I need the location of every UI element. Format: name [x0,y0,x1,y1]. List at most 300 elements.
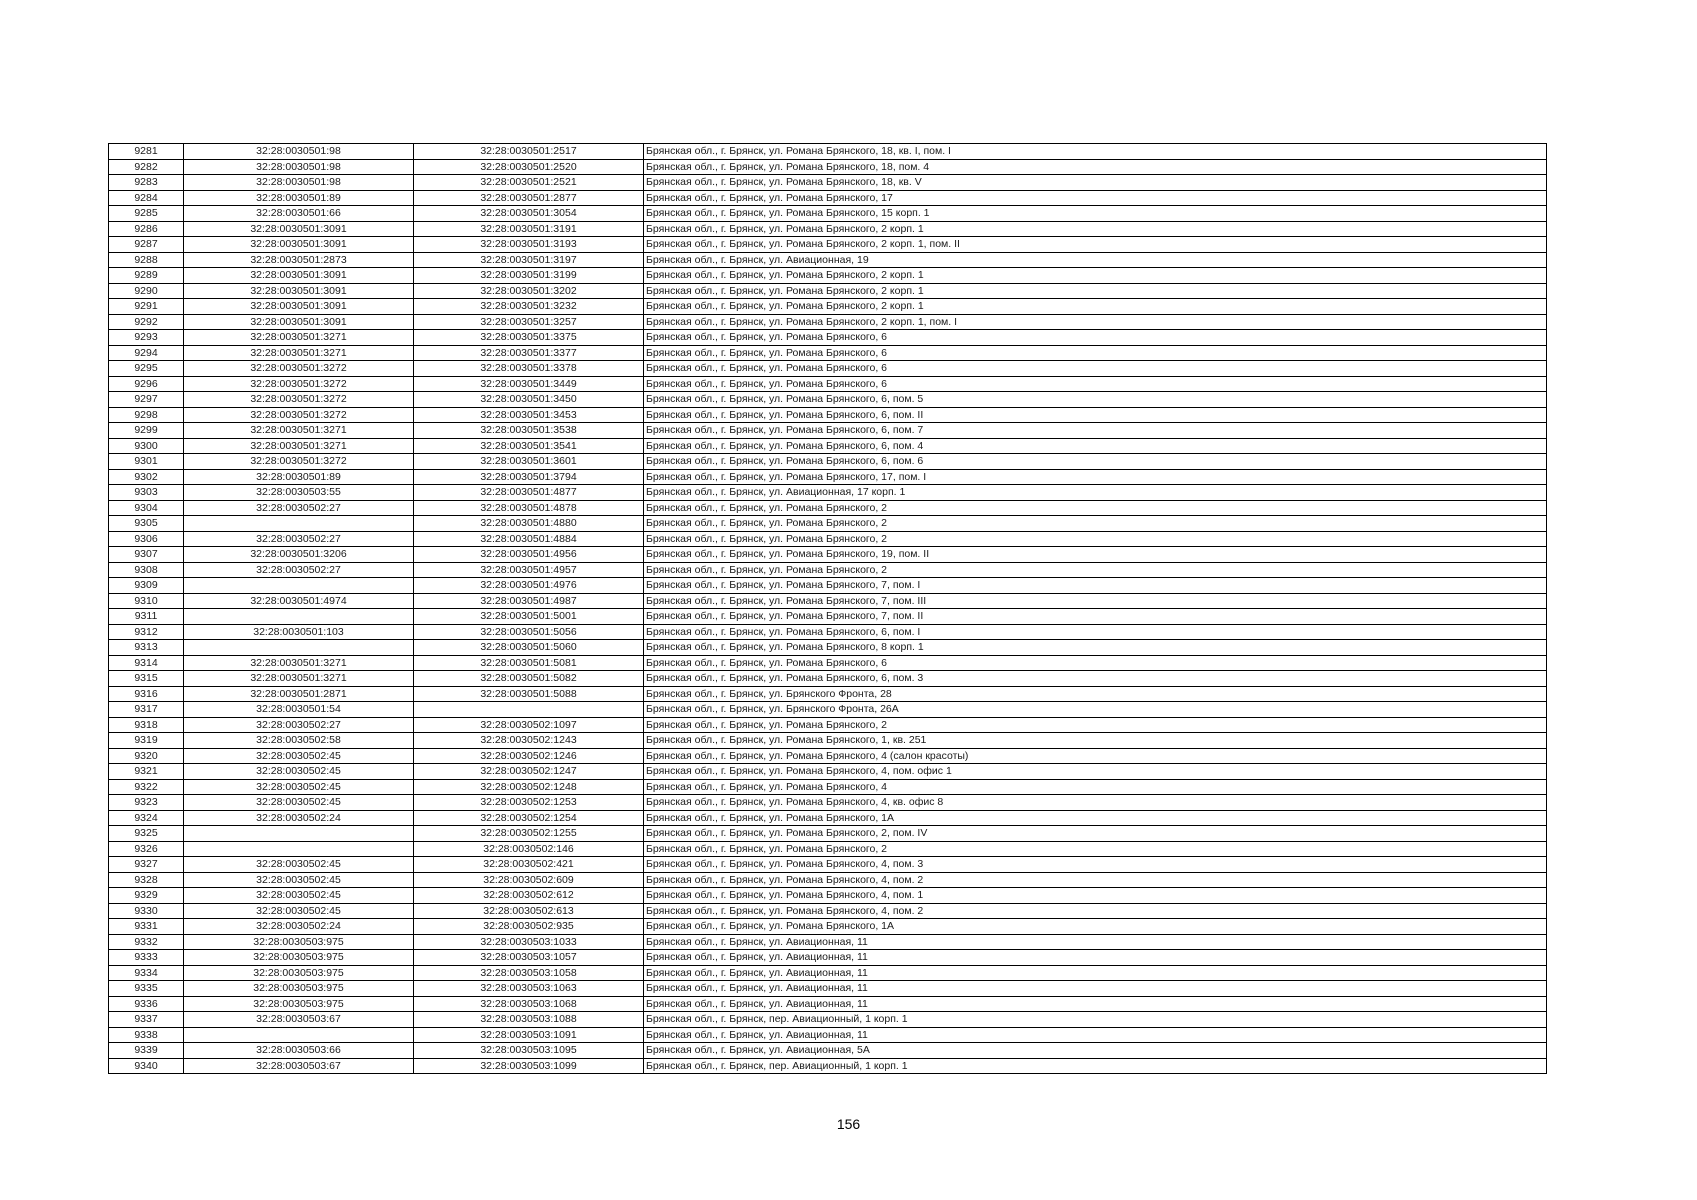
address-cell: Брянская обл., г. Брянск, ул. Романа Брянского, 19, пом. II [644,547,1547,563]
parent-cadastral-number-cell: 32:28:0030502:27 [184,500,414,516]
table-row [109,888,1547,904]
row-number-cell: 9305 [109,516,184,532]
cadastral-number-cell: 32:28:0030501:5081 [414,655,644,671]
row-number-cell: 9292 [109,314,184,330]
cadastral-number-cell: 32:28:0030502:613 [414,903,644,919]
table-row [109,686,1547,702]
address-cell: Брянская обл., г. Брянск, ул. Романа Брянского, 4, кв. офис 8 [644,795,1547,811]
table-row [109,934,1547,950]
address-cell: Брянская обл., г. Брянск, пер. Авиационный, 1 корп. 1 [644,1058,1547,1074]
row-number-cell: 9340 [109,1058,184,1074]
table-body [109,144,1547,1074]
address-cell: Брянская обл., г. Брянск, ул. Авиационная, 5А [644,1043,1547,1059]
row-number-cell: 9296 [109,376,184,392]
address-cell: Брянская обл., г. Брянск, ул. Романа Брянского, 2 [644,516,1547,532]
address-cell: Брянская обл., г. Брянск, ул. Романа Брянского, 4, пом. офис 1 [644,764,1547,780]
parent-cadastral-number-cell: 32:28:0030503:67 [184,1012,414,1028]
table-row [109,903,1547,919]
cadastral-number-cell: 32:28:0030501:3232 [414,299,644,315]
address-cell: Брянская обл., г. Брянск, ул. Авиационная, 11 [644,934,1547,950]
row-number-cell: 9327 [109,857,184,873]
row-number-cell: 9331 [109,919,184,935]
parent-cadastral-number-cell: 32:28:0030503:975 [184,981,414,997]
row-number-cell: 9336 [109,996,184,1012]
cadastral-number-cell: 32:28:0030501:3378 [414,361,644,377]
table-row [109,965,1547,981]
parent-cadastral-number-cell: 32:28:0030501:3271 [184,423,414,439]
cadastral-number-cell: 32:28:0030502:609 [414,872,644,888]
address-cell: Брянская обл., г. Брянск, ул. Романа Брянского, 6, пом. 3 [644,671,1547,687]
cadastral-number-cell: 32:28:0030503:1057 [414,950,644,966]
row-number-cell: 9337 [109,1012,184,1028]
table-row [109,376,1547,392]
parent-cadastral-number-cell: 32:28:0030502:45 [184,903,414,919]
table-row [109,578,1547,594]
cadastral-number-cell: 32:28:0030501:3450 [414,392,644,408]
row-number-cell: 9315 [109,671,184,687]
parent-cadastral-number-cell: 32:28:0030501:2873 [184,252,414,268]
cadastral-number-cell: 32:28:0030502:1097 [414,717,644,733]
parent-cadastral-number-cell: 32:28:0030502:27 [184,717,414,733]
table-row [109,764,1547,780]
row-number-cell: 9286 [109,221,184,237]
row-number-cell: 9332 [109,934,184,950]
cadastral-number-cell: 32:28:0030501:4877 [414,485,644,501]
cadastral-number-cell: 32:28:0030503:1088 [414,1012,644,1028]
row-number-cell: 9330 [109,903,184,919]
parent-cadastral-number-cell: 32:28:0030502:24 [184,919,414,935]
parent-cadastral-number-cell: 32:28:0030501:3206 [184,547,414,563]
row-number-cell: 9302 [109,469,184,485]
row-number-cell: 9322 [109,779,184,795]
address-cell: Брянская обл., г. Брянск, ул. Романа Брянского, 6, пом. 6 [644,454,1547,470]
cadastral-number-cell: 32:28:0030502:1255 [414,826,644,842]
cadastral-number-cell: 32:28:0030501:3453 [414,407,644,423]
address-cell: Брянская обл., г. Брянск, ул. Брянского Фронта, 26А [644,702,1547,718]
address-cell: Брянская обл., г. Брянск, пер. Авиационный, 1 корп. 1 [644,1012,1547,1028]
row-number-cell: 9297 [109,392,184,408]
address-cell: Брянская обл., г. Брянск, ул. Романа Брянского, 17, пом. I [644,469,1547,485]
cadastral-number-cell: 32:28:0030501:3199 [414,268,644,284]
row-number-cell: 9338 [109,1027,184,1043]
parent-cadastral-number-cell: 32:28:0030501:4974 [184,593,414,609]
parent-cadastral-number-cell: 32:28:0030502:45 [184,872,414,888]
table-row [109,717,1547,733]
row-number-cell: 9320 [109,748,184,764]
row-number-cell: 9323 [109,795,184,811]
table-row [109,330,1547,346]
table-row [109,283,1547,299]
cadastral-number-cell: 32:28:0030501:4878 [414,500,644,516]
parent-cadastral-number-cell: 32:28:0030502:45 [184,795,414,811]
address-cell: Брянская обл., г. Брянск, ул. Романа Брянского, 18, пом. 4 [644,159,1547,175]
cadastral-table [108,143,1547,1074]
row-number-cell: 9307 [109,547,184,563]
address-cell: Брянская обл., г. Брянск, ул. Романа Брянского, 1А [644,810,1547,826]
address-cell: Брянская обл., г. Брянск, ул. Романа Брянского, 7, пом. III [644,593,1547,609]
cadastral-number-cell: 32:28:0030501:5088 [414,686,644,702]
table-row [109,299,1547,315]
parent-cadastral-number-cell: 32:28:0030502:45 [184,748,414,764]
cadastral-number-cell: 32:28:0030501:2517 [414,144,644,160]
cadastral-number-cell: 32:28:0030501:5060 [414,640,644,656]
table-row [109,500,1547,516]
cadastral-number-cell: 32:28:0030502:1248 [414,779,644,795]
parent-cadastral-number-cell: 32:28:0030501:3091 [184,314,414,330]
cadastral-number-cell: 32:28:0030502:1254 [414,810,644,826]
table-row [109,407,1547,423]
parent-cadastral-number-cell: 32:28:0030502:24 [184,810,414,826]
parent-cadastral-number-cell [184,640,414,656]
address-cell: Брянская обл., г. Брянск, ул. Авиационная, 11 [644,965,1547,981]
address-cell: Брянская обл., г. Брянск, ул. Романа Брянского, 2 корп. 1 [644,299,1547,315]
row-number-cell: 9283 [109,175,184,191]
cadastral-number-cell: 32:28:0030502:612 [414,888,644,904]
table-row [109,438,1547,454]
address-cell: Брянская обл., г. Брянск, ул. Романа Брянского, 1А [644,919,1547,935]
parent-cadastral-number-cell: 32:28:0030503:67 [184,1058,414,1074]
cadastral-number-cell: 32:28:0030501:4880 [414,516,644,532]
parent-cadastral-number-cell: 32:28:0030501:3271 [184,655,414,671]
table-row [109,981,1547,997]
address-cell: Брянская обл., г. Брянск, ул. Романа Брянского, 6 [644,376,1547,392]
table-row [109,423,1547,439]
parent-cadastral-number-cell [184,609,414,625]
address-cell: Брянская обл., г. Брянск, ул. Романа Брянского, 6, пом. II [644,407,1547,423]
table-row [109,175,1547,191]
table-row [109,345,1547,361]
address-cell: Брянская обл., г. Брянск, ул. Романа Брянского, 4 (салон красоты) [644,748,1547,764]
row-number-cell: 9293 [109,330,184,346]
row-number-cell: 9312 [109,624,184,640]
table-row [109,469,1547,485]
row-number-cell: 9303 [109,485,184,501]
cadastral-number-cell: 32:28:0030501:3375 [414,330,644,346]
table-row [109,826,1547,842]
cadastral-number-cell: 32:28:0030501:3197 [414,252,644,268]
row-number-cell: 9289 [109,268,184,284]
row-number-cell: 9300 [109,438,184,454]
parent-cadastral-number-cell: 32:28:0030502:45 [184,764,414,780]
row-number-cell: 9319 [109,733,184,749]
address-cell: Брянская обл., г. Брянск, ул. Романа Брянского, 2 корп. 1, пом. II [644,237,1547,253]
cadastral-number-cell: 32:28:0030503:1091 [414,1027,644,1043]
parent-cadastral-number-cell: 32:28:0030501:3091 [184,283,414,299]
cadastral-number-cell: 32:28:0030502:146 [414,841,644,857]
table-row [109,268,1547,284]
address-cell: Брянская обл., г. Брянск, ул. Романа Брянского, 2, пом. IV [644,826,1547,842]
table-row [109,841,1547,857]
parent-cadastral-number-cell: 32:28:0030503:975 [184,934,414,950]
address-cell: Брянская обл., г. Брянск, ул. Романа Брянского, 18, кв. I, пом. I [644,144,1547,160]
table-row [109,671,1547,687]
cadastral-number-cell: 32:28:0030501:3054 [414,206,644,222]
address-cell: Брянская обл., г. Брянск, ул. Романа Брянского, 15 корп. 1 [644,206,1547,222]
address-cell: Брянская обл., г. Брянск, ул. Романа Брянского, 2 корп. 1 [644,221,1547,237]
table-row [109,624,1547,640]
parent-cadastral-number-cell: 32:28:0030501:3271 [184,438,414,454]
row-number-cell: 9310 [109,593,184,609]
cadastral-number-cell: 32:28:0030501:3193 [414,237,644,253]
table-row [109,1043,1547,1059]
parent-cadastral-number-cell: 32:28:0030502:58 [184,733,414,749]
address-cell: Брянская обл., г. Брянск, ул. Авиационная, 11 [644,950,1547,966]
table-row [109,950,1547,966]
address-cell: Брянская обл., г. Брянск, ул. Романа Брянского, 4, пом. 1 [644,888,1547,904]
row-number-cell: 9301 [109,454,184,470]
cadastral-number-cell: 32:28:0030503:1033 [414,934,644,950]
address-cell: Брянская обл., г. Брянск, ул. Романа Брянского, 2 корп. 1 [644,283,1547,299]
row-number-cell: 9290 [109,283,184,299]
cadastral-number-cell: 32:28:0030501:5001 [414,609,644,625]
parent-cadastral-number-cell: 32:28:0030503:55 [184,485,414,501]
parent-cadastral-number-cell: 32:28:0030501:89 [184,469,414,485]
cadastral-number-cell [414,702,644,718]
table-row [109,702,1547,718]
parent-cadastral-number-cell: 32:28:0030501:3271 [184,345,414,361]
cadastral-number-cell: 32:28:0030503:1063 [414,981,644,997]
page-number: 156 [836,1116,861,1132]
cadastral-number-cell: 32:28:0030501:5082 [414,671,644,687]
parent-cadastral-number-cell: 32:28:0030503:975 [184,965,414,981]
cadastral-number-cell: 32:28:0030502:1243 [414,733,644,749]
parent-cadastral-number-cell: 32:28:0030502:27 [184,531,414,547]
parent-cadastral-number-cell: 32:28:0030501:3091 [184,237,414,253]
address-cell: Брянская обл., г. Брянск, ул. Романа Брянского, 6, пом. 5 [644,392,1547,408]
parent-cadastral-number-cell: 32:28:0030501:2871 [184,686,414,702]
parent-cadastral-number-cell: 32:28:0030503:975 [184,950,414,966]
cadastral-number-cell: 32:28:0030501:3538 [414,423,644,439]
table-row [109,748,1547,764]
address-cell: Брянская обл., г. Брянск, ул. Романа Брянского, 4, пом. 3 [644,857,1547,873]
table-row [109,1058,1547,1074]
table-row [109,1027,1547,1043]
parent-cadastral-number-cell: 32:28:0030501:3272 [184,392,414,408]
address-cell: Брянская обл., г. Брянск, ул. Романа Брянского, 7, пом. II [644,609,1547,625]
row-number-cell: 9318 [109,717,184,733]
cadastral-number-cell: 32:28:0030502:1246 [414,748,644,764]
row-number-cell: 9295 [109,361,184,377]
address-cell: Брянская обл., г. Брянск, ул. Романа Брянского, 6, пом. 4 [644,438,1547,454]
table-row [109,531,1547,547]
address-cell: Брянская обл., г. Брянск, ул. Романа Брянского, 2 [644,841,1547,857]
cadastral-number-cell: 32:28:0030501:4884 [414,531,644,547]
cadastral-number-cell: 32:28:0030503:1068 [414,996,644,1012]
row-number-cell: 9309 [109,578,184,594]
table-row [109,857,1547,873]
parent-cadastral-number-cell: 32:28:0030501:98 [184,159,414,175]
table-row [109,810,1547,826]
table-row [109,392,1547,408]
address-cell: Брянская обл., г. Брянск, ул. Романа Брянского, 2 [644,562,1547,578]
table-row [109,144,1547,160]
row-number-cell: 9325 [109,826,184,842]
address-cell: Брянская обл., г. Брянск, ул. Романа Брянского, 2 корп. 1, пом. I [644,314,1547,330]
table-row [109,996,1547,1012]
parent-cadastral-number-cell: 32:28:0030501:3271 [184,671,414,687]
address-cell: Брянская обл., г. Брянск, ул. Романа Брянского, 6, пом. 7 [644,423,1547,439]
table-row [109,221,1547,237]
parent-cadastral-number-cell: 32:28:0030503:66 [184,1043,414,1059]
table-row [109,485,1547,501]
cadastral-number-cell: 32:28:0030503:1095 [414,1043,644,1059]
address-cell: Брянская обл., г. Брянск, ул. Романа Брянского, 6 [644,345,1547,361]
parent-cadastral-number-cell: 32:28:0030501:3091 [184,221,414,237]
parent-cadastral-number-cell: 32:28:0030501:98 [184,175,414,191]
parent-cadastral-number-cell [184,841,414,857]
address-cell: Брянская обл., г. Брянск, ул. Авиационная, 11 [644,1027,1547,1043]
row-number-cell: 9321 [109,764,184,780]
parent-cadastral-number-cell [184,578,414,594]
row-number-cell: 9324 [109,810,184,826]
row-number-cell: 9284 [109,190,184,206]
row-number-cell: 9288 [109,252,184,268]
cadastral-number-cell: 32:28:0030501:3541 [414,438,644,454]
row-number-cell: 9334 [109,965,184,981]
table-row [109,640,1547,656]
address-cell: Брянская обл., г. Брянск, ул. Авиационная, 11 [644,996,1547,1012]
address-cell: Брянская обл., г. Брянск, ул. Романа Брянского, 8 корп. 1 [644,640,1547,656]
table-row [109,872,1547,888]
row-number-cell: 9328 [109,872,184,888]
address-cell: Брянская обл., г. Брянск, ул. Романа Брянского, 6 [644,330,1547,346]
row-number-cell: 9329 [109,888,184,904]
row-number-cell: 9298 [109,407,184,423]
address-cell: Брянская обл., г. Брянск, ул. Романа Брянского, 1, кв. 251 [644,733,1547,749]
parent-cadastral-number-cell: 32:28:0030501:89 [184,190,414,206]
row-number-cell: 9313 [109,640,184,656]
parent-cadastral-number-cell [184,1027,414,1043]
parent-cadastral-number-cell: 32:28:0030501:3091 [184,299,414,315]
table-row [109,1012,1547,1028]
cadastral-number-cell: 32:28:0030502:1247 [414,764,644,780]
address-cell: Брянская обл., г. Брянск, ул. Романа Брянского, 2 [644,500,1547,516]
parent-cadastral-number-cell: 32:28:0030501:3272 [184,361,414,377]
table-row [109,562,1547,578]
address-cell: Брянская обл., г. Брянск, ул. Романа Брянского, 4, пом. 2 [644,872,1547,888]
cadastral-number-cell: 32:28:0030501:3601 [414,454,644,470]
parent-cadastral-number-cell: 32:28:0030501:3271 [184,330,414,346]
cadastral-number-cell: 32:28:0030501:3794 [414,469,644,485]
parent-cadastral-number-cell: 32:28:0030501:3091 [184,268,414,284]
row-number-cell: 9314 [109,655,184,671]
cadastral-number-cell: 32:28:0030503:1058 [414,965,644,981]
table-row [109,314,1547,330]
cadastral-number-cell: 32:28:0030501:5056 [414,624,644,640]
table-row [109,609,1547,625]
cadastral-number-cell: 32:28:0030501:4976 [414,578,644,594]
cadastral-number-cell: 32:28:0030501:3191 [414,221,644,237]
row-number-cell: 9317 [109,702,184,718]
row-number-cell: 9299 [109,423,184,439]
cadastral-number-cell: 32:28:0030502:421 [414,857,644,873]
row-number-cell: 9308 [109,562,184,578]
row-number-cell: 9294 [109,345,184,361]
row-number-cell: 9304 [109,500,184,516]
table-row [109,733,1547,749]
table-row [109,547,1547,563]
table-row [109,206,1547,222]
parent-cadastral-number-cell: 32:28:0030503:975 [184,996,414,1012]
table-row [109,252,1547,268]
row-number-cell: 9333 [109,950,184,966]
row-number-cell: 9306 [109,531,184,547]
address-cell: Брянская обл., г. Брянск, ул. Авиационная, 11 [644,981,1547,997]
row-number-cell: 9287 [109,237,184,253]
cadastral-number-cell: 32:28:0030501:2877 [414,190,644,206]
address-cell: Брянская обл., г. Брянск, ул. Романа Брянского, 7, пом. I [644,578,1547,594]
cadastral-number-cell: 32:28:0030501:4956 [414,547,644,563]
table-row [109,159,1547,175]
address-cell: Брянская обл., г. Брянск, ул. Романа Брянского, 18, кв. V [644,175,1547,191]
row-number-cell: 9335 [109,981,184,997]
row-number-cell: 9339 [109,1043,184,1059]
cadastral-number-cell: 32:28:0030502:1253 [414,795,644,811]
table-row [109,516,1547,532]
address-cell: Брянская обл., г. Брянск, ул. Авиационная, 17 корп. 1 [644,485,1547,501]
parent-cadastral-number-cell: 32:28:0030502:45 [184,779,414,795]
parent-cadastral-number-cell: 32:28:0030502:45 [184,888,414,904]
address-cell: Брянская обл., г. Брянск, ул. Романа Брянского, 17 [644,190,1547,206]
table-row [109,361,1547,377]
table-row [109,919,1547,935]
address-cell: Брянская обл., г. Брянск, ул. Романа Брянского, 6 [644,655,1547,671]
row-number-cell: 9316 [109,686,184,702]
parent-cadastral-number-cell: 32:28:0030501:54 [184,702,414,718]
cadastral-number-cell: 32:28:0030503:1099 [414,1058,644,1074]
address-cell: Брянская обл., г. Брянск, ул. Романа Брянского, 6 [644,361,1547,377]
parent-cadastral-number-cell: 32:28:0030501:3272 [184,407,414,423]
cadastral-number-cell: 32:28:0030501:3202 [414,283,644,299]
parent-cadastral-number-cell [184,516,414,532]
parent-cadastral-number-cell: 32:28:0030501:3272 [184,454,414,470]
parent-cadastral-number-cell: 32:28:0030502:27 [184,562,414,578]
parent-cadastral-number-cell: 32:28:0030502:45 [184,857,414,873]
row-number-cell: 9285 [109,206,184,222]
cadastral-number-cell: 32:28:0030501:4987 [414,593,644,609]
address-cell: Брянская обл., г. Брянск, ул. Романа Брянского, 2 корп. 1 [644,268,1547,284]
cadastral-number-cell: 32:28:0030501:4957 [414,562,644,578]
table-row [109,237,1547,253]
address-cell: Брянская обл., г. Брянск, ул. Брянского Фронта, 28 [644,686,1547,702]
address-cell: Брянская обл., г. Брянск, ул. Романа Брянского, 2 [644,531,1547,547]
parent-cadastral-number-cell: 32:28:0030501:103 [184,624,414,640]
row-number-cell: 9282 [109,159,184,175]
cadastral-number-cell: 32:28:0030501:3377 [414,345,644,361]
address-cell: Брянская обл., г. Брянск, ул. Романа Брянского, 6, пом. I [644,624,1547,640]
address-cell: Брянская обл., г. Брянск, ул. Авиационная, 19 [644,252,1547,268]
table-row [109,779,1547,795]
parent-cadastral-number-cell: 32:28:0030501:3272 [184,376,414,392]
cadastral-number-cell: 32:28:0030502:935 [414,919,644,935]
address-cell: Брянская обл., г. Брянск, ул. Романа Брянского, 2 [644,717,1547,733]
table-row [109,795,1547,811]
row-number-cell: 9311 [109,609,184,625]
table-row [109,593,1547,609]
row-number-cell: 9326 [109,841,184,857]
address-cell: Брянская обл., г. Брянск, ул. Романа Брянского, 4, пом. 2 [644,903,1547,919]
address-cell: Брянская обл., г. Брянск, ул. Романа Брянского, 4 [644,779,1547,795]
table-row [109,454,1547,470]
cadastral-number-cell: 32:28:0030501:3449 [414,376,644,392]
cadastral-number-cell: 32:28:0030501:3257 [414,314,644,330]
cadastral-number-cell: 32:28:0030501:2520 [414,159,644,175]
parent-cadastral-number-cell: 32:28:0030501:66 [184,206,414,222]
parent-cadastral-number-cell [184,826,414,842]
row-number-cell: 9291 [109,299,184,315]
row-number-cell: 9281 [109,144,184,160]
cadastral-number-cell: 32:28:0030501:2521 [414,175,644,191]
